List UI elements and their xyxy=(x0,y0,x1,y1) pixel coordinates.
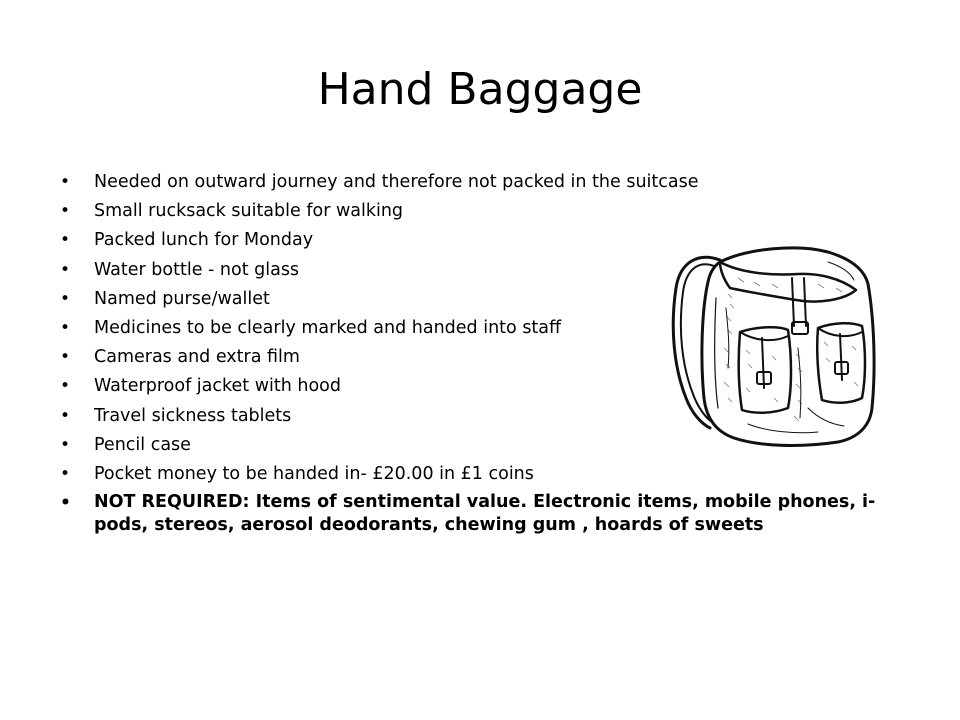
bullet-icon: • xyxy=(60,317,71,338)
bullet-text: Pocket money to be handed in- £20.00 in £1 coins xyxy=(94,463,534,484)
bullet-text: Medicines to be clearly marked and handed into staff xyxy=(94,317,562,338)
bullet-icon: • xyxy=(60,288,71,309)
bullet-text: Named purse/wallet xyxy=(94,288,270,309)
bullet-item xyxy=(60,462,890,486)
bullet-text: Needed on outward journey and therefore not packed in the suitcase xyxy=(94,172,699,192)
bullet-text: Pencil case xyxy=(94,434,191,455)
bullet-text: NOT REQUIRED: Items of sentimental value. Electronic items, mobile phones, i-pods, stereos, aerosol deodorants, chewing gum , hoards of sweets xyxy=(94,492,876,536)
bullet-text: Travel sickness tablets xyxy=(94,405,292,426)
bullet-icon: • xyxy=(60,172,71,192)
bullet-icon: • xyxy=(60,463,71,484)
bullet-icon: • xyxy=(60,201,71,222)
bullet-icon: • xyxy=(60,259,71,280)
bullet-text: Cameras and extra film xyxy=(94,347,300,368)
bullet-text: Water bottle - not glass xyxy=(94,259,300,280)
bullet-icon: • xyxy=(60,434,71,455)
backpack-illustration xyxy=(668,238,888,448)
bullet-item-not-required xyxy=(60,491,890,537)
bullet-item xyxy=(60,170,890,194)
bullet-icon: • xyxy=(60,405,71,426)
bullet-icon: • xyxy=(60,493,71,514)
bullet-icon: • xyxy=(60,376,71,397)
bullet-icon: • xyxy=(60,230,71,251)
bullet-icon: • xyxy=(60,347,71,368)
bullet-text: Waterproof jacket with hood xyxy=(94,376,341,397)
bullet-text: Small rucksack suitable for walking xyxy=(94,201,404,222)
slide-title: Hand Baggage xyxy=(317,64,643,115)
bullet-item xyxy=(60,199,890,223)
bullet-text: Packed lunch for Monday xyxy=(94,230,314,251)
